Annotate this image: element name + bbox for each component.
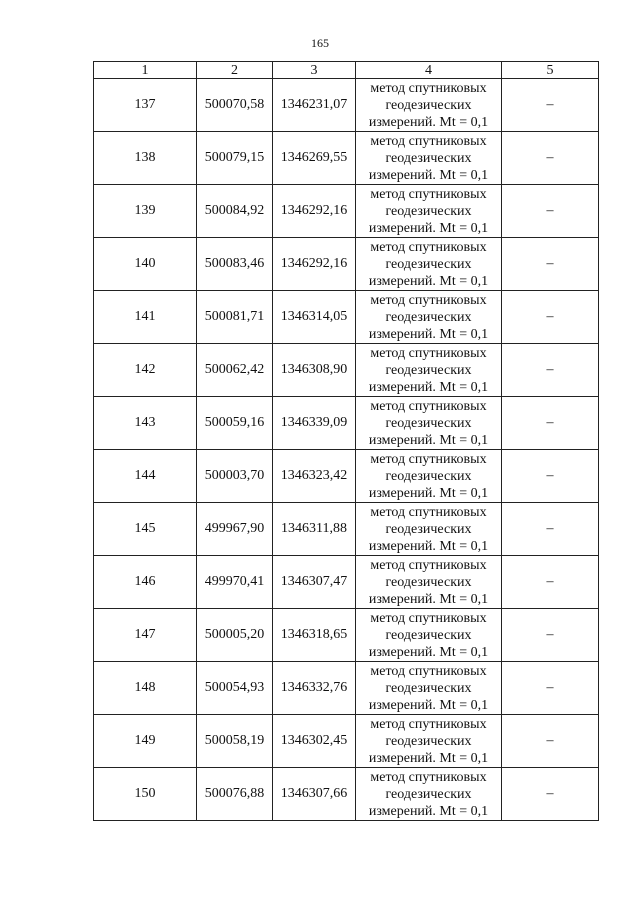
method-line: метод спутниковых [370, 186, 487, 202]
method-line: измерений. Mt = 0,1 [368, 220, 489, 236]
note-cell: – [502, 397, 599, 450]
coordinate-x: 500005,20 [197, 609, 273, 662]
method-cell [356, 291, 502, 344]
method-cell [356, 503, 502, 556]
point-number: 142 [94, 344, 197, 397]
note-cell: – [502, 185, 599, 238]
method-cell [356, 662, 502, 715]
method-line: метод спутниковых [370, 663, 487, 679]
method-line: метод спутниковых [370, 80, 487, 96]
table-row [94, 609, 599, 662]
method-cell [356, 344, 502, 397]
table-row [94, 768, 599, 821]
method-line: измерений. Mt = 0,1 [368, 644, 489, 660]
table-row [94, 397, 599, 450]
method-line: геодезических [385, 203, 472, 219]
point-number: 147 [94, 609, 197, 662]
table-row [94, 662, 599, 715]
method-cell [356, 715, 502, 768]
coordinate-y: 1346339,09 [273, 397, 356, 450]
note-cell: – [502, 715, 599, 768]
coordinate-y: 1346292,16 [273, 238, 356, 291]
point-number: 149 [94, 715, 197, 768]
method-line: измерений. Mt = 0,1 [368, 803, 489, 819]
note-cell: – [502, 662, 599, 715]
method-line: измерений. Mt = 0,1 [368, 326, 489, 342]
column-header-5: 5 [502, 62, 599, 79]
header-row [94, 62, 599, 79]
method-line: геодезических [385, 733, 472, 749]
method-line: измерений. Mt = 0,1 [368, 432, 489, 448]
note-cell: – [502, 132, 599, 185]
coordinate-y: 1346311,88 [273, 503, 356, 556]
coordinate-y: 1346323,42 [273, 450, 356, 503]
table-row [94, 503, 599, 556]
method-line: метод спутниковых [370, 133, 487, 149]
coordinate-y: 1346292,16 [273, 185, 356, 238]
coordinate-x: 500083,46 [197, 238, 273, 291]
note-cell: – [502, 344, 599, 397]
method-line: метод спутниковых [370, 398, 487, 414]
point-number: 146 [94, 556, 197, 609]
coordinate-y: 1346302,45 [273, 715, 356, 768]
note-cell: – [502, 503, 599, 556]
point-number: 138 [94, 132, 197, 185]
method-line: геодезических [385, 627, 472, 643]
method-line: метод спутниковых [370, 769, 487, 785]
table-row [94, 715, 599, 768]
method-cell [356, 556, 502, 609]
method-line: метод спутниковых [370, 557, 487, 573]
column-header-1: 1 [94, 62, 197, 79]
coordinate-y: 1346231,07 [273, 79, 356, 132]
table-row [94, 132, 599, 185]
coordinate-x: 500058,19 [197, 715, 273, 768]
point-number: 139 [94, 185, 197, 238]
coordinate-y: 1346314,05 [273, 291, 356, 344]
column-header-4: 4 [356, 62, 502, 79]
coordinate-x: 500076,88 [197, 768, 273, 821]
coordinate-x: 500054,93 [197, 662, 273, 715]
method-line: геодезических [385, 521, 472, 537]
note-cell: – [502, 768, 599, 821]
coordinates-table [93, 61, 599, 821]
method-line: измерений. Mt = 0,1 [368, 379, 489, 395]
method-line: геодезических [385, 309, 472, 325]
coordinate-x: 500059,16 [197, 397, 273, 450]
method-line: метод спутниковых [370, 239, 487, 255]
method-line: метод спутниковых [370, 345, 487, 361]
column-header-3: 3 [273, 62, 356, 79]
method-line: геодезических [385, 574, 472, 590]
coordinate-x: 500079,15 [197, 132, 273, 185]
table-row [94, 291, 599, 344]
coordinate-y: 1346307,47 [273, 556, 356, 609]
point-number: 144 [94, 450, 197, 503]
method-line: геодезических [385, 468, 472, 484]
table-row [94, 344, 599, 397]
coordinate-y: 1346269,55 [273, 132, 356, 185]
point-number: 141 [94, 291, 197, 344]
note-cell: – [502, 609, 599, 662]
column-header-2: 2 [197, 62, 273, 79]
coordinate-x: 499967,90 [197, 503, 273, 556]
method-line: метод спутниковых [370, 292, 487, 308]
method-cell [356, 238, 502, 291]
method-cell [356, 609, 502, 662]
method-cell [356, 768, 502, 821]
point-number: 137 [94, 79, 197, 132]
point-number: 148 [94, 662, 197, 715]
page-number: 165 [311, 36, 329, 50]
method-line: измерений. Mt = 0,1 [368, 273, 489, 289]
table-row [94, 556, 599, 609]
note-cell: – [502, 291, 599, 344]
method-line: геодезических [385, 97, 472, 113]
coordinate-x: 500081,71 [197, 291, 273, 344]
method-cell [356, 132, 502, 185]
method-cell [356, 79, 502, 132]
method-line: измерений. Mt = 0,1 [368, 750, 489, 766]
coordinate-x: 500003,70 [197, 450, 273, 503]
note-cell: – [502, 238, 599, 291]
coordinate-y: 1346308,90 [273, 344, 356, 397]
note-cell: – [502, 450, 599, 503]
method-line: геодезических [385, 362, 472, 378]
coordinate-x: 500062,42 [197, 344, 273, 397]
method-cell [356, 185, 502, 238]
method-line: измерений. Mt = 0,1 [368, 114, 489, 130]
method-line: измерений. Mt = 0,1 [368, 167, 489, 183]
method-line: геодезических [385, 415, 472, 431]
method-line: измерений. Mt = 0,1 [368, 697, 489, 713]
coordinate-x: 499970,41 [197, 556, 273, 609]
method-line: метод спутниковых [370, 504, 487, 520]
table-row [94, 79, 599, 132]
method-line: измерений. Mt = 0,1 [368, 591, 489, 607]
method-line: геодезических [385, 150, 472, 166]
point-number: 143 [94, 397, 197, 450]
coordinate-y: 1346332,76 [273, 662, 356, 715]
method-line: метод спутниковых [370, 451, 487, 467]
method-line: метод спутниковых [370, 610, 487, 626]
note-cell: – [502, 556, 599, 609]
coordinate-x: 500084,92 [197, 185, 273, 238]
coordinate-y: 1346318,65 [273, 609, 356, 662]
method-line: измерений. Mt = 0,1 [368, 538, 489, 554]
method-line: геодезических [385, 680, 472, 696]
table-row [94, 450, 599, 503]
method-line: метод спутниковых [370, 716, 487, 732]
table-row [94, 185, 599, 238]
point-number: 140 [94, 238, 197, 291]
coordinate-y: 1346307,66 [273, 768, 356, 821]
method-cell [356, 450, 502, 503]
method-line: измерений. Mt = 0,1 [368, 485, 489, 501]
method-line: геодезических [385, 786, 472, 802]
note-cell: – [502, 79, 599, 132]
coordinate-x: 500070,58 [197, 79, 273, 132]
method-cell [356, 397, 502, 450]
table-row [94, 238, 599, 291]
point-number: 145 [94, 503, 197, 556]
point-number: 150 [94, 768, 197, 821]
method-line: геодезических [385, 256, 472, 272]
